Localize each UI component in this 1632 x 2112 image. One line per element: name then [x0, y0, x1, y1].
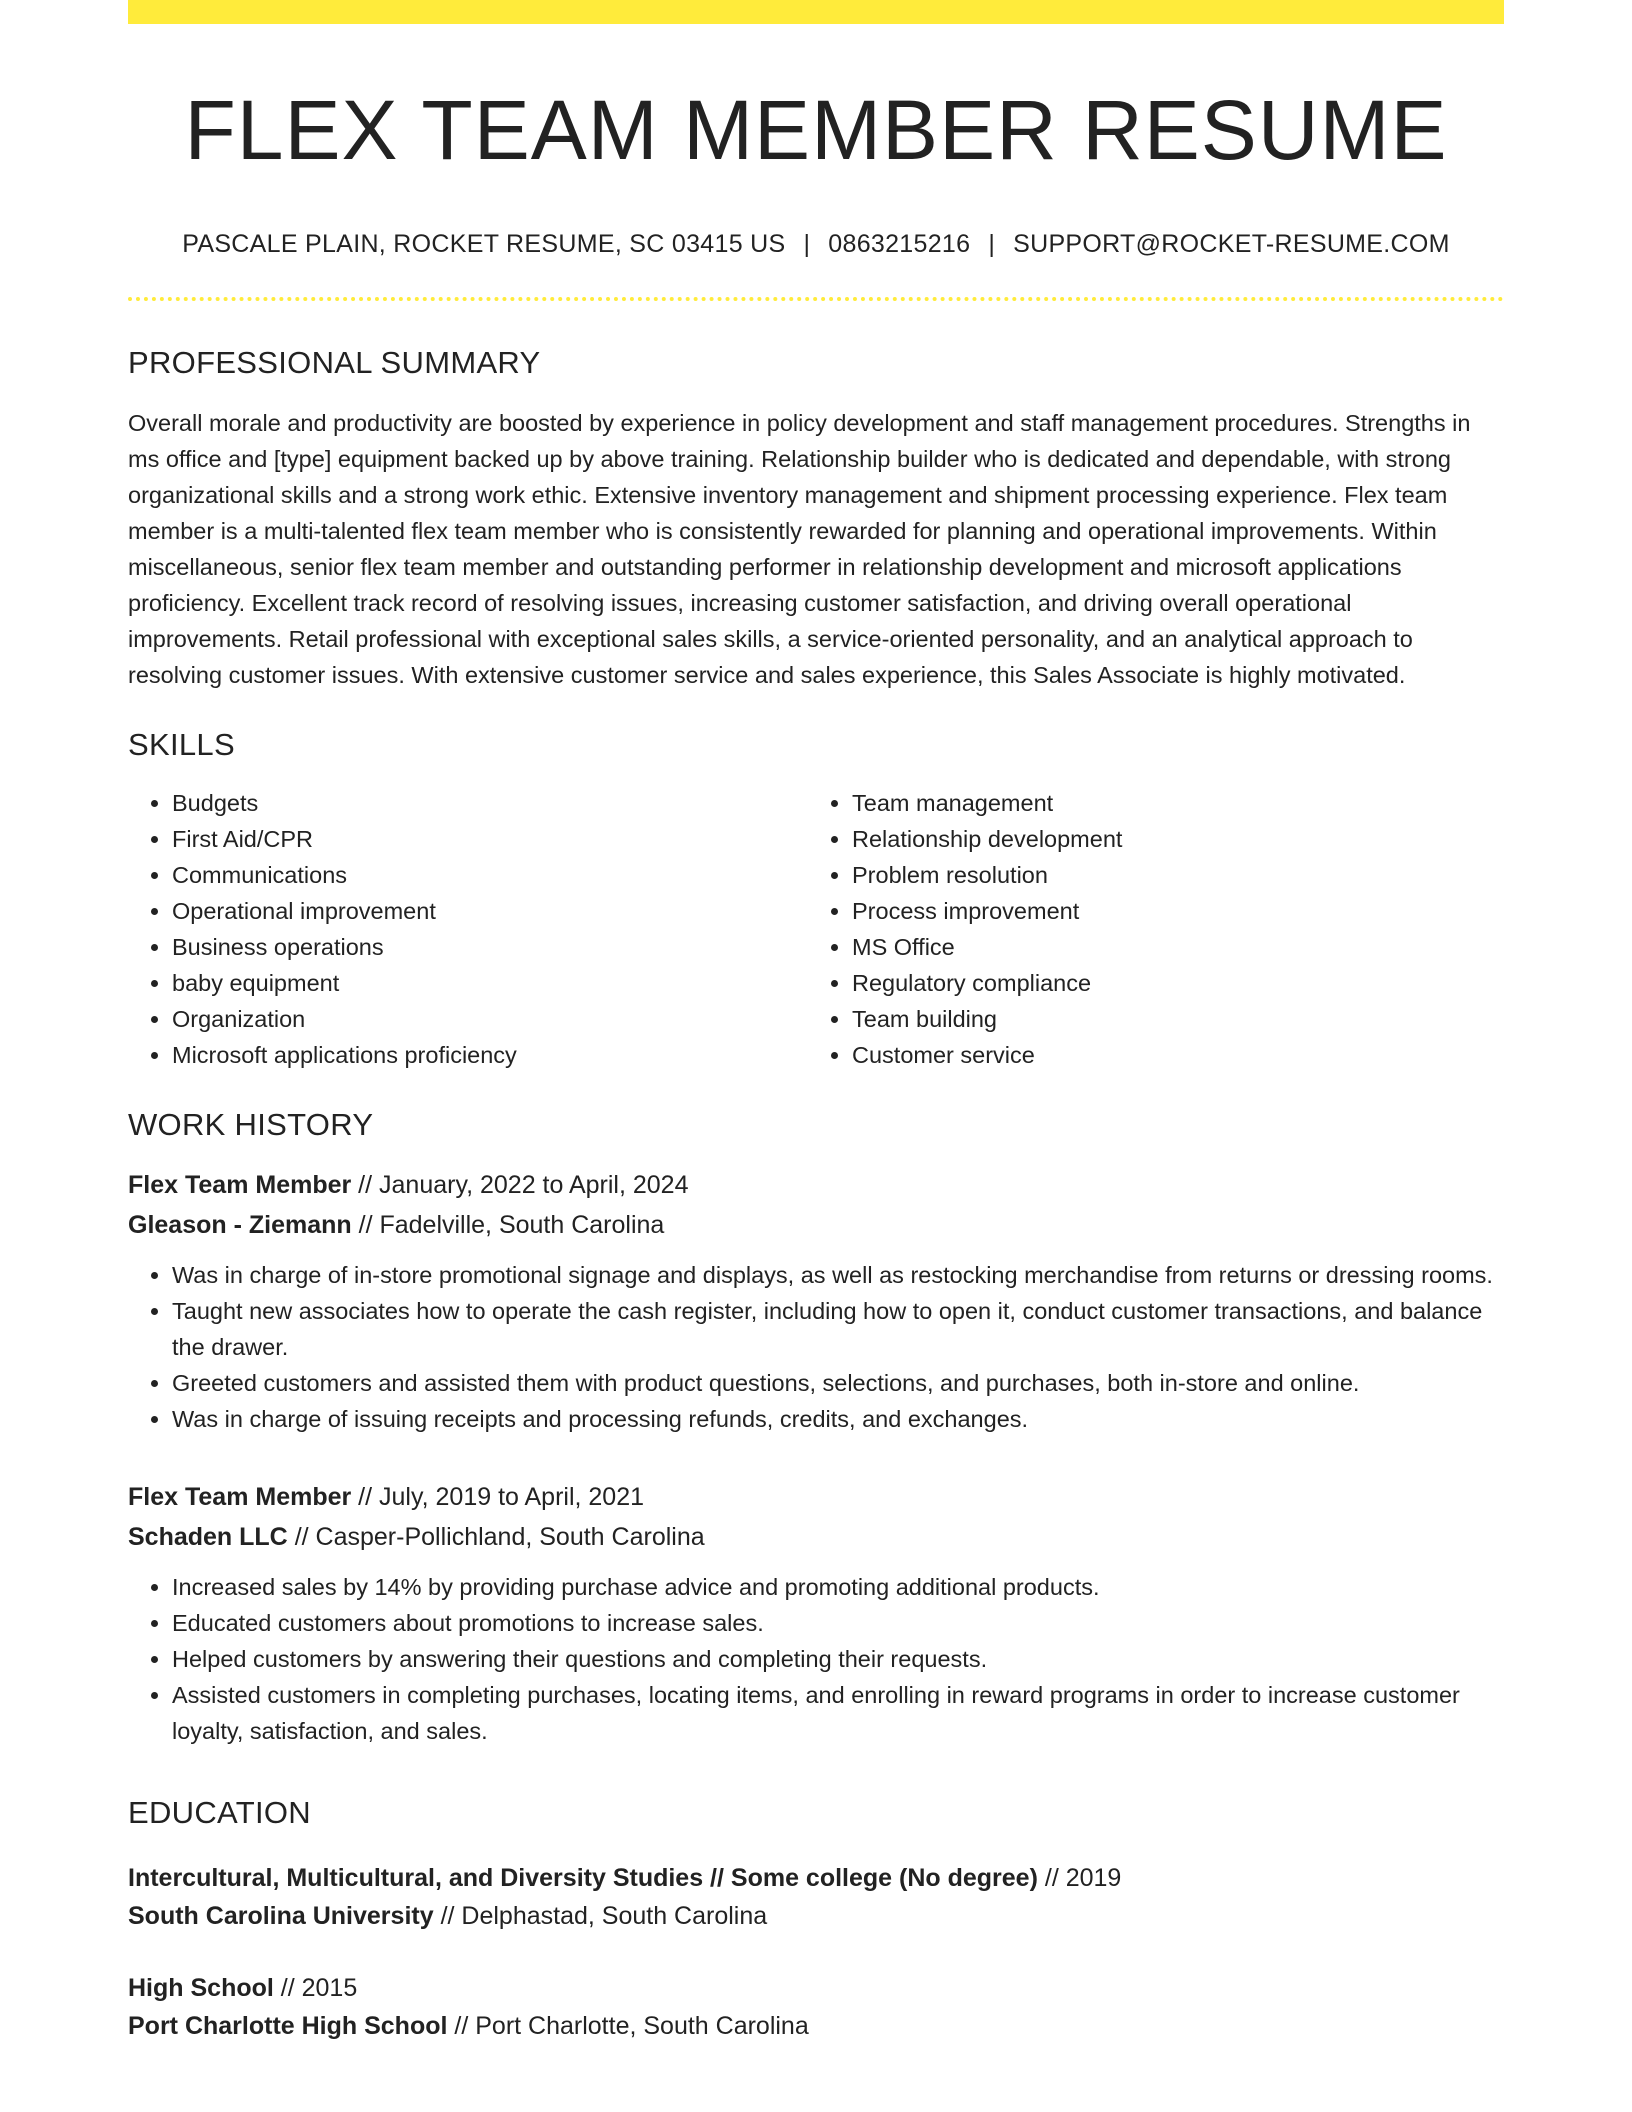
job-bullet: • Greeted customers and assisted them with product questions, selections, and purchases, both in-store and online. [172, 1365, 1504, 1401]
skill-item: • Business operations [172, 929, 808, 965]
resume-title: FLEX TEAM MEMBER RESUME [184, 83, 1448, 177]
work-history-heading: WORK HISTORY [128, 1107, 374, 1143]
job-location: // Fadelville, South Carolina [351, 1211, 665, 1240]
education-year: // 2019 [1037, 1864, 1122, 1893]
job-bullet: • Increased sales by 14% by providing purchase advice and promoting additional products. [172, 1569, 1504, 1605]
job-title-line [128, 1165, 1504, 1205]
skills-list-left [128, 785, 808, 1073]
skill-item: • Team management [852, 785, 1488, 821]
education-school-line [128, 2007, 1504, 2045]
education-degree: Intercultural, Multicultural, and Diversity Studies // Some college (No degree) [128, 1864, 1038, 1893]
education-degree-line [128, 1969, 1504, 2007]
job-bullet: • Was in charge of in-store promotional signage and displays, as well as restocking merchandise from returns or dressing rooms. [172, 1257, 1504, 1293]
accent-top-bar [128, 0, 1504, 24]
skill-item: • First Aid/CPR [172, 821, 808, 857]
contact-separator: | [803, 230, 811, 259]
skill-item: • Problem resolution [852, 857, 1488, 893]
job-bullet: • Was in charge of issuing receipts and processing refunds, credits, and exchanges. [172, 1401, 1504, 1437]
job-bullets [128, 1569, 1504, 1749]
education-degree: High School [128, 1974, 274, 2003]
skill-item: • Organization [172, 1001, 808, 1037]
job-company: Gleason - Ziemann [128, 1211, 352, 1240]
education-location: // Delphastad, South Carolina [433, 1902, 768, 1931]
job-entry [128, 1165, 1504, 1245]
job-entry [128, 1477, 1504, 1557]
summary-heading: PROFESSIONAL SUMMARY [128, 345, 541, 381]
skill-item: • Team building [852, 1001, 1488, 1037]
job-title-line [128, 1477, 1504, 1517]
summary-text: Overall morale and productivity are boosted by experience in policy development and staff management procedures. Strengths in ms office and [type] equipment backed up by above training. Relationship builder who is dedicated and dependable, with strong organizational skills and a strong work ethic. Extensive inventory management and shipment processing experience. Flex team member is a multi-talented flex team member who is consistently rewarded for planning and operational improvements. Within miscellaneous, senior flex team member and outstanding performer in relationship development and microsoft applications proficiency. Excellent track record of resolving issues, increasing customer satisfaction, and driving overall operational improvements. Retail professional with exceptional sales skills, a service-oriented personality, and an analytical approach to resolving customer issues. With extensive customer service and sales experience, this Sales Associate is highly motivated. [128, 410, 1471, 689]
skills-heading: SKILLS [128, 727, 235, 763]
education-degree-line [128, 1859, 1504, 1897]
contact-line [128, 230, 1504, 259]
education-entry [128, 1969, 1504, 2045]
job-location: // Casper-Pollichland, South Carolina [287, 1523, 705, 1552]
skill-item: • Operational improvement [172, 893, 808, 929]
skill-item: • Relationship development [852, 821, 1488, 857]
skill-item: • Customer service [852, 1037, 1488, 1073]
education-location: // Port Charlotte, South Carolina [447, 2012, 809, 2041]
education-year: // 2015 [273, 1974, 358, 2003]
education-school: Port Charlotte High School [128, 2012, 448, 2041]
job-title: Flex Team Member [128, 1171, 352, 1200]
job-bullet: • Assisted customers in completing purchases, locating items, and enrolling in reward programs in order to increase customer loyalty, satisfaction, and sales. [172, 1677, 1504, 1749]
contact-address: PASCALE PLAIN, ROCKET RESUME, SC 03415 US [182, 230, 786, 259]
job-dates: // January, 2022 to April, 2024 [351, 1171, 689, 1200]
education-school-line [128, 1897, 1504, 1935]
skill-item: • baby equipment [172, 965, 808, 1001]
education-school: South Carolina University [128, 1902, 434, 1931]
job-bullet: • Educated customers about promotions to increase sales. [172, 1605, 1504, 1641]
skill-item: • Communications [172, 857, 808, 893]
job-bullet: • Taught new associates how to operate the cash register, including how to open it, conduct customer transactions, and balance the drawer. [172, 1293, 1504, 1365]
skill-item: • Budgets [172, 785, 808, 821]
education-entry [128, 1859, 1504, 1935]
dotted-divider [128, 297, 1504, 301]
resume-page [128, 0, 1504, 2045]
job-bullet: • Helped customers by answering their questions and completing their requests. [172, 1641, 1504, 1677]
skill-item: • MS Office [852, 929, 1488, 965]
job-title: Flex Team Member [128, 1483, 352, 1512]
job-dates: // July, 2019 to April, 2021 [351, 1483, 645, 1512]
skill-item: • Regulatory compliance [852, 965, 1488, 1001]
contact-phone: 0863215216 [828, 230, 971, 259]
skills-list-right [808, 785, 1488, 1073]
job-bullets [128, 1257, 1504, 1437]
job-company-line [128, 1205, 1504, 1245]
skill-item: • Microsoft applications proficiency [172, 1037, 808, 1073]
contact-separator: | [988, 230, 996, 259]
contact-email: SUPPORT@ROCKET-RESUME.COM [1013, 230, 1450, 259]
skill-item: • Process improvement [852, 893, 1488, 929]
education-heading: EDUCATION [128, 1795, 311, 1831]
job-company: Schaden LLC [128, 1523, 288, 1552]
job-company-line [128, 1517, 1504, 1557]
skills-columns [128, 785, 1504, 1073]
